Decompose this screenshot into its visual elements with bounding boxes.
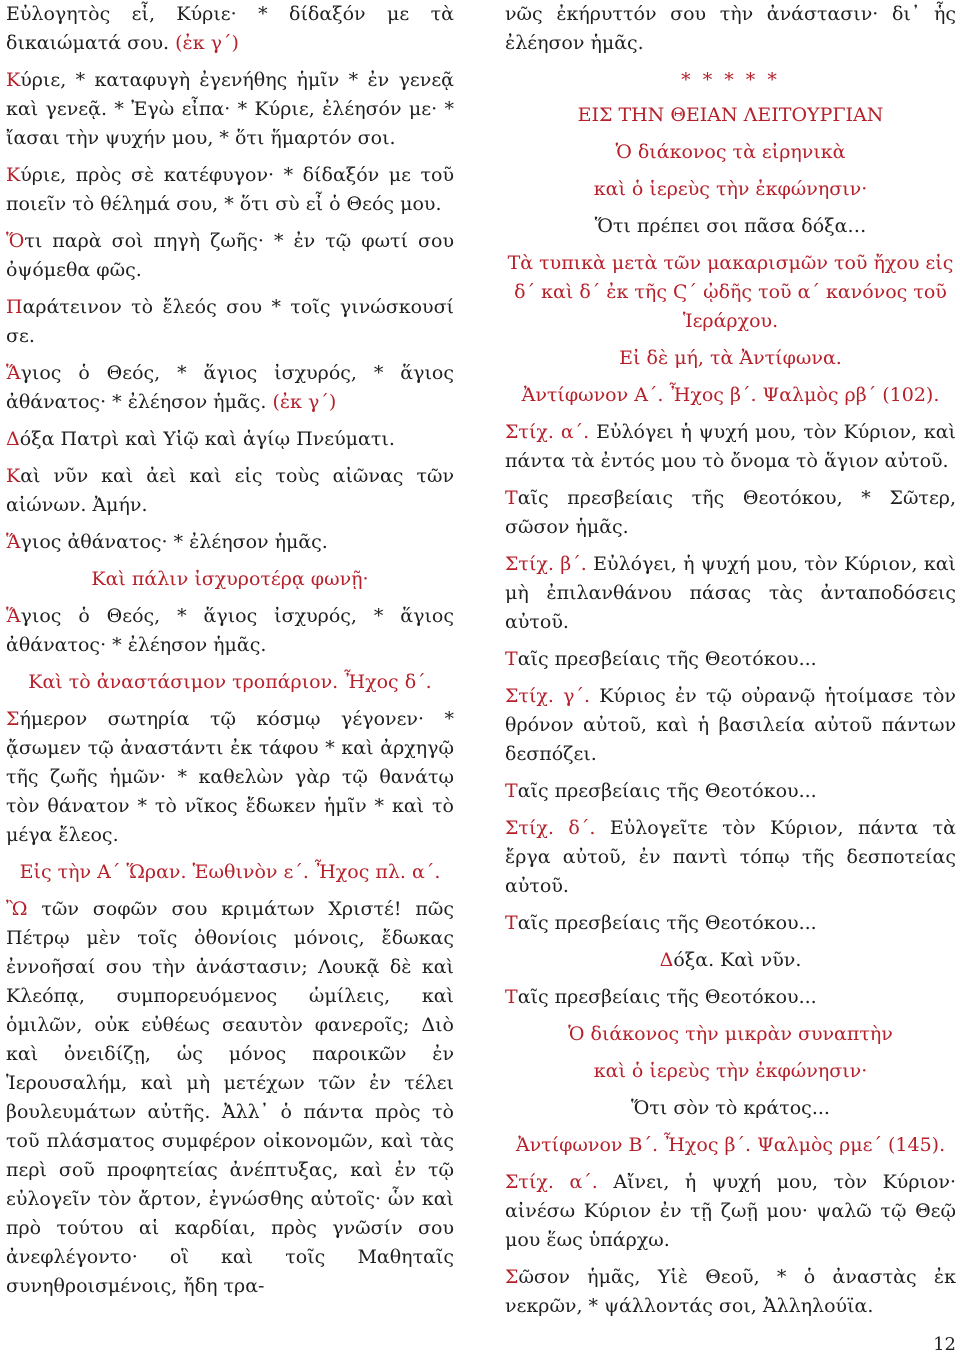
paragraph <box>6 161 454 219</box>
rubric-text: Τ <box>505 912 518 934</box>
body-text: γιος ὁ Θεός, * ἅγιος ἰσχυρός, * ἅγιος ἀθάνατος· * ἐλέησον ἡμᾶς. <box>6 362 454 413</box>
paragraph <box>6 293 454 351</box>
rubric-text: Σ <box>6 708 20 730</box>
rubric-text: * * * * * <box>681 69 780 91</box>
body-text: Ὅτι πρέπει σοι πᾶσα δόξα… <box>594 215 867 237</box>
rubric-text: Εἰ δὲ μή, τὰ Ἀντίφωνα. <box>619 347 842 369</box>
body-text: γιος ὁ Θεός, * ἅγιος ἰσχυρός, * ἅγιος ἀθάνατος· * ἐλέησον ἡμᾶς. <box>6 605 454 656</box>
rubric-text: Ὢ <box>6 898 28 920</box>
rubric-text: Καὶ πάλιν ἰσχυροτέρᾳ φωνῇ· <box>91 568 369 590</box>
body-text: ῶσον ἡμᾶς, Υἱὲ Θεοῦ, * ὁ ἀναστὰς ἐκ νεκρῶν, * ψάλλοντάς σοι, Ἀλληλούϊα. <box>505 1266 956 1317</box>
rubric-text: Στίχ. δ΄. <box>505 817 596 839</box>
paragraph <box>6 528 454 557</box>
body-text: όξα. Καὶ νῦν. <box>673 949 802 971</box>
rubric-text: Ὁ διάκονος τὴν μικρὰν συναπτὴν <box>568 1023 893 1045</box>
body-text: τῶν σοφῶν σου κριμάτων Χριστέ! πῶς Πέτρῳ μὲν τοῖς ὀθονίοις μόνοις, ἔδωκας ἐννοῆσαί σου τὴν ἀνάστασιν; Λουκᾷ δὲ καὶ Κλεόπᾳ, συμπορευόμενος ὡμίλεις, καὶ ὁμιλῶν, οὐκ εὐθέως σεαυτὸν φανεροῖς; Διὸ καὶ ὀνειδίζῃ, ὡς μόνος παροικῶν ἐν Ἱερουσαλήμ, καὶ μὴ μετέχων τῶν ἐν τέλει βουλευμάτων αὐτῆς. Ἀλλ᾽ ὁ πάντα πρὸς τὸ τοῦ πλάσματος συμφέρον οἰκονομῶν, καὶ τὰς περὶ σοῦ προφητείας ἀνέπτυξας, καὶ ἐν τῷ εὐλογεῖν τὸν ἄρτον, ἐγνώσθης αὐτοῖς· ὧν καὶ πρὸ τούτου αἱ καρδίαι, πρὸς γνῶσίν σου ἀνεφλέγοντο· οἳ καὶ τοῖς Μαθηταῖς συνηθροισμένοις, ἤδη τρα- <box>6 898 454 1297</box>
rubric-heading <box>505 381 956 410</box>
rubric-text: Ἀντίφωνον Β΄. Ἦχος β΄. Ψαλμὸς ρμε΄ (145). <box>515 1134 946 1156</box>
paragraph <box>505 645 956 674</box>
section-divider <box>505 66 956 95</box>
body-text: αράτεινον τὸ ἔλεός σου * τοῖς γινώσκουσί σε. <box>6 296 454 347</box>
centered-line <box>505 212 956 241</box>
rubric-text: Σ <box>505 1266 519 1288</box>
rubric-heading <box>505 1131 956 1160</box>
rubric-heading <box>505 138 956 167</box>
rubric-heading <box>505 101 956 130</box>
rubric-text: καὶ ὁ ἱερεὺς τὴν ἐκφώνησιν· <box>593 178 868 200</box>
rubric-text: Κ <box>6 465 21 487</box>
rubric-heading <box>6 565 454 594</box>
paragraph <box>505 0 956 58</box>
rubric-text: Στίχ. β΄. <box>505 553 587 575</box>
body-text: όξα Πατρὶ καὶ Υἱῷ καὶ ἁγίῳ Πνεύματι. <box>19 428 395 450</box>
rubric-text: ΕΙΣ ΤΗΝ ΘΕΙΑΝ ΛΕΙΤΟΥΡΓΙΑΝ <box>577 104 884 126</box>
paragraph <box>505 1263 956 1321</box>
paragraph <box>505 777 956 806</box>
rubric-text: Δ <box>659 949 674 971</box>
rubric-text: Δ <box>6 428 20 450</box>
paragraph <box>505 983 956 1012</box>
paragraph <box>6 425 454 454</box>
rubric-text: Τὰ τυπικὰ μετὰ τῶν μακαρισμῶν τοῦ ἤχου εἰς δ΄ καὶ δ΄ ἐκ τῆς Ϛ΄ ᾠδῆς τοῦ α΄ κανόνος τοῦ Ἱεράρχου. <box>507 252 954 332</box>
body-text: ύριε, * καταφυγὴ ἐγενήθης ἡμῖν * ἐν γενεᾷ καὶ γενεᾷ. * Ἐγὼ εἶπα· * Κύριε, ἐλέησόν με· * ἴασαι τὴν ψυχήν μου, * ὅτι ἥμαρτόν σοι. <box>6 69 454 149</box>
body-text: Κύριος ἐν τῷ οὐρανῷ ἡτοίμασε τὸν θρόνον αὐτοῦ, καὶ ἡ βασιλεία αὐτοῦ πάντων δεσπόζει. <box>505 685 956 765</box>
body-text: Εὐλογητὸς εἶ, Κύριε· * δίδαξόν με τὰ δικαιώματά σου. <box>6 3 454 54</box>
paragraph <box>6 462 454 520</box>
paragraph <box>6 0 454 58</box>
rubric-text: Στίχ. α΄. <box>505 421 590 443</box>
rubric-heading <box>505 175 956 204</box>
paragraph <box>6 602 454 660</box>
rubric-heading <box>505 344 956 373</box>
paragraph <box>505 418 956 476</box>
rubric-text: Εἰς τὴν Α΄ Ὥραν. Ἑωθινὸν ε΄. Ἦχος πλ. α΄. <box>19 861 441 883</box>
rubric-text: Ὁ διάκονος τὰ εἰρηνικὰ <box>615 141 846 163</box>
rubric-text: (ἐκ γ΄) <box>175 32 239 54</box>
page-number: 12 <box>933 1334 956 1355</box>
rubric-text: καὶ ὁ ἱερεὺς τὴν ἐκφώνησιν· <box>593 1060 868 1082</box>
rubric-text: Κ <box>6 69 21 91</box>
body-text: Εὐλόγει ἡ ψυχή μου, τὸν Κύριον, καὶ πάντα τὰ ἐντός μου τὸ ὄνομα τὸ ἅγιον αὐτοῦ. <box>505 421 957 472</box>
paragraph <box>6 895 454 1301</box>
body-text: αὶ νῦν καὶ ἀεὶ καὶ εἰς τοὺς αἰῶνας τῶν αἰώνων. Ἀμήν. <box>6 465 454 516</box>
paragraph <box>505 682 956 769</box>
body-text: νῶς ἐκήρυττόν σου τὴν ἀνάστασιν· δι᾽ ἧς ἐλέησον ἡμᾶς. <box>505 3 956 54</box>
rubric-text: Στίχ. γ΄. <box>505 685 591 707</box>
rubric-text: Τ <box>505 780 518 802</box>
paragraph <box>505 484 956 542</box>
body-text: Αἴνει, ἡ ψυχή μου, τὸν Κύριον· αἰνέσω Κύριον ἐν τῇ ζωῇ μου· ψαλῶ τῷ Θεῷ μου ἕως ὑπάρχω. <box>505 1171 957 1251</box>
right-column <box>505 0 956 1329</box>
body-text: αῖς πρεσβείαις τῆς Θεοτόκου... <box>517 648 817 670</box>
paragraph <box>6 359 454 417</box>
rubric-heading <box>505 1057 956 1086</box>
body-text: αῖς πρεσβείαις τῆς Θεοτόκου... <box>517 912 817 934</box>
rubric-text: Ἅ <box>6 531 21 553</box>
rubric-text: Ἀντίφωνον Α΄. Ἦχος β΄. Ψαλμὸς ρβ΄ (102). <box>521 384 940 406</box>
left-column <box>6 0 454 1309</box>
paragraph <box>505 550 956 637</box>
paragraph <box>505 1168 956 1255</box>
rubric-text: Τ <box>505 648 518 670</box>
body-text: αῖς πρεσβείαις τῆς Θεοτόκου... <box>517 780 817 802</box>
rubric-text: Ἅ <box>6 605 21 627</box>
rubric-text: Ὅ <box>6 230 25 252</box>
rubric-text: Κ <box>6 164 21 186</box>
paragraph <box>6 227 454 285</box>
rubric-text: Ἅ <box>6 362 21 384</box>
body-text: αῖς πρεσβείαις τῆς Θεοτόκου, * Σῶτερ, σῶσον ἡμᾶς. <box>505 487 956 538</box>
rubric-heading <box>6 858 454 887</box>
rubric-text: Π <box>6 296 23 318</box>
rubric-text: Τ <box>505 986 518 1008</box>
rubric-text: Καὶ τὸ ἀναστάσιμον τροπάριον. Ἦχος δ΄. <box>28 671 432 693</box>
centered-line <box>505 1094 956 1123</box>
body-text: ήμερον σωτηρία τῷ κόσμῳ γέγονεν· * ᾄσωμεν τῷ ἀναστάντι ἐκ τάφου * καὶ ἀρχηγῷ τῆς ζωῆς ἡμῶν· * καθελὼν γὰρ τῷ θανάτῳ τὸν θάνατον * τὸ νῖκος ἔδωκεν ἡμῖν * καὶ τὸ μέγα ἔλεος. <box>6 708 454 846</box>
rubric-text: (ἐκ γ΄) <box>272 391 337 413</box>
rubric-heading <box>505 1020 956 1049</box>
body-text: γιος ἀθάνατος· * ἐλέησον ἡμᾶς. <box>20 531 328 553</box>
body-text: αῖς πρεσβείαις τῆς Θεοτόκου... <box>517 986 817 1008</box>
paragraph <box>6 705 454 850</box>
body-text: Εὐλογεῖτε τὸν Κύριον, πάντα τὰ ἔργα αὐτοῦ, ἐν παντὶ τόπῳ τῆς δεσποτείας αὐτοῦ. <box>505 817 957 897</box>
body-text: τι παρὰ σοὶ πηγὴ ζωῆς· * ἐν τῷ φωτί σου ὀψόμεθα φῶς. <box>6 230 454 281</box>
body-text: Ὅτι σὸν τὸ κράτος... <box>631 1097 830 1119</box>
paragraph <box>505 909 956 938</box>
body-text: ύριε, πρὸς σὲ κατέφυγον· * δίδαξόν με τοῦ ποιεῖν τὸ θέλημά σου, * ὅτι σὺ εἶ ὁ Θεός μου. <box>6 164 454 215</box>
rubric-text: Στίχ. α΄. <box>505 1171 598 1193</box>
paragraph <box>6 66 454 153</box>
centered-line <box>505 946 956 975</box>
rubric-heading <box>505 249 956 336</box>
rubric-heading <box>6 668 454 697</box>
body-text: Εὐλόγει, ἡ ψυχή μου, τὸν Κύριον, καὶ μὴ ἐπιλανθάνου πάσας τὰς ἀνταποδόσεις αὐτοῦ. <box>505 553 956 633</box>
rubric-text: Τ <box>505 487 518 509</box>
paragraph <box>505 814 956 901</box>
